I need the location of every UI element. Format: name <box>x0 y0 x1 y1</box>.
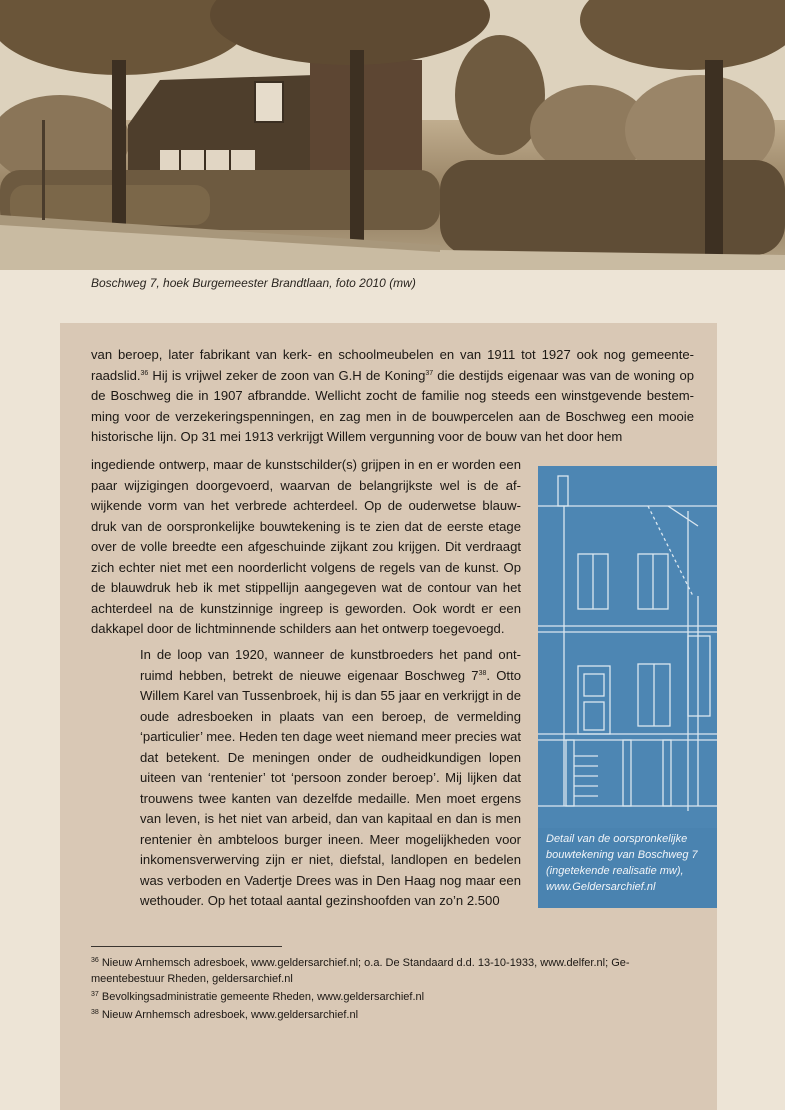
paragraph-3-text-a: In de loop van 1920, wanneer de kunstbroeders het pand ont-ruimd hebben, betrekt de nieuwe eigenaar Boschweg 7 <box>140 647 521 683</box>
house-photo <box>0 0 785 270</box>
footnote-ref-38: 38 <box>478 669 487 677</box>
paragraph-3 <box>140 645 521 912</box>
paragraph-2: ingediende ontwerp, maar de kunstschilder(s) grijpen in en er worden een paar wijzigingen doorgevoerd, waarvan de belangrijkste wel is de af-wijkende vorm van het verbrede achterdeel. Op de ouderwetse blauw-druk van de oorspronkelijke bouwtekening is te zien dat de eerste etage over de volle breedte een afgeschuinde zijkant zou krijgen. Dit verdraagt zich echter niet met een noorderlicht volgens de regels van de kunst. Op de blauwdruk heb ik met stippellijn aangegeven wat de contour van het achterdeel na de kunstzinnige ingreep is geworden. Ook wordt er een dakkapel door de lichtminnende schilders aan het ontwerp toegevoegd. <box>91 457 521 636</box>
footnote-number: 37 <box>91 991 99 998</box>
footnotes <box>91 953 694 1023</box>
photo-caption: Boschweg 7, hoek Burgemeester Brandtlaan, foto 2010 (mw) <box>91 276 416 290</box>
paragraph-1-text-a: van beroep, later fabrikant van kerk- en schoolmeubelen en van 1911 tot 1927 ook nog gemeente-raadslid. <box>91 347 694 383</box>
paragraph-3-text-b: . Otto Willem Karel van Tussenbroek, hij is dan 55 jaar en verkrijgt in de oude adresboeken in plaats van een beroep, de vermelding ‘particulier’ mee. Heden ten dage weet niemand meer precies wat dat betekent. De meningen onder de oudheidkundigen lopen uiteen van ‘rentenier’ tot ‘persoon zonder beroep’. Mij lijken dat trouwens twee kanten van dezelfde medaille. Men moet ergens van leven, is het niet van arbeid, dan van kapitaal en dan is men rentenier èn ambteloos burger ineen. Meer mogelijkheden voor inkomensverwerving zijn er niet, diefstal, landlopen en bedelen was verboden en Vadertje Drees was in Den Haag nog maar een wethouder. Op het totaal aantal gezinshoofden van zo’n 2.500 <box>140 667 521 908</box>
footnote-number: 38 <box>91 1009 99 1016</box>
footnote-38 <box>91 1005 694 1023</box>
blueprint-image <box>538 466 717 828</box>
footnote-ref-37: 37 <box>425 369 434 377</box>
footnote-number: 36 <box>91 957 99 964</box>
footnote-text: Nieuw Arnhemsch adresboek, www.geldersarchief.nl <box>101 1009 359 1021</box>
footnote-text: Nieuw Arnhemsch adresboek, www.geldersarchief.nl; o.a. De Standaard d.d. 13-10-1933, www.delfer.nl; Ge-meentebestuur Rheden, geldersarchief.nl <box>91 957 630 985</box>
footnote-divider <box>91 946 282 947</box>
footnote-37 <box>91 987 694 1005</box>
house-photo-drawing <box>0 0 785 270</box>
footnote-text: Bevolkingsadministratie gemeente Rheden, www.geldersarchief.nl <box>101 991 425 1003</box>
footnote-36 <box>91 953 694 987</box>
paragraph-1-text-c: die destijds eigenaar was van de woning op de Boschweg die in 1907 afbrandde. Wellicht zocht de familie nog steeds een winstgevende bestem-ming voor de verzekeringspenningen, en zag men in de bouwpercelen aan de Boschweg een mooie historische lijn. Op 31 mei 1913 verkrijgt Willem vergunning voor de bouw van het door hem <box>91 367 695 444</box>
blueprint-caption: Detail van de oorspronkelijke bouwtekening van Boschweg 7 (ingetekende realisatie mw), www.Geldersarchief.nl <box>538 828 717 908</box>
paragraph-1 <box>91 345 694 448</box>
footnote-ref-36: 36 <box>140 369 149 377</box>
paragraph-1-text-b: Hij is vrijwel zeker de zoon van G.H de Koning <box>148 367 426 383</box>
blueprint-drawing <box>538 466 717 828</box>
